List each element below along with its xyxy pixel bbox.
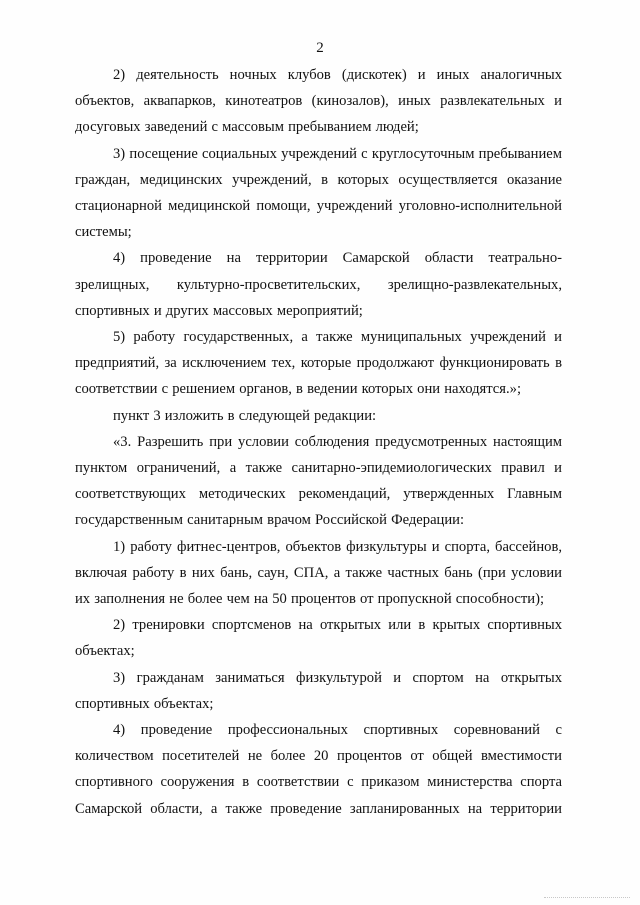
page-number: 2	[316, 40, 324, 56]
scan-edge-artifact	[544, 897, 630, 899]
paragraph-item-3-social-institutions: 3) посещение социальных учреждений с круглосуточным пребыванием граждан, медицинских учреждений, в которых осуществляется оказание стационарной медицинской помощи, учреждений уголовно-исполнительной системы;	[75, 145, 562, 241]
paragraph-item-4-competitions: 4) проведение профессиональных спортивных соревнований с количеством посетителей не более 20 процентов от общей вместимости спортивного сооружения в соответствии с приказом министерства спорта Самарской области, а также проведение запланированных на территории	[75, 722, 562, 817]
paragraph-point-3-permit: «3. Разрешить при условии соблюдения предусмотренных настоящим пунктом ограничений, а также санитарно-эпидемиологических правил и соответствующих методических рекомендаций, утвержденных Главным государственным санитарным врачом Российской Федерации:	[75, 433, 562, 529]
paragraph-item-2-training: 2) тренировки спортсменов на открытых или в крытых спортивных объектах;	[75, 617, 562, 660]
paragraph-item-4-mass-events: 4) проведение на территории Самарской области театрально-зрелищных, культурно-просветительских, зрелищно-развлекательных, спортивных и других массовых мероприятий;	[75, 250, 562, 319]
paragraph-item-2-nightclubs: 2) деятельность ночных клубов (дискотек) и иных аналогичных объектов, аквапарков, кинотеатров (кинозалов), иных развлекательных и досуговых заведений с массовым пребыванием людей;	[75, 67, 562, 136]
document-body	[75, 62, 562, 822]
paragraph-item-1-fitness: 1) работу фитнес-центров, объектов физкультуры и спорта, бассейнов, включая работу в них бань, саун, СПА, а также частных бань (при условии их заполнения не более чем на 50 процентов от пропускной способности);	[75, 538, 562, 608]
paragraph-item-3-outdoor-sport: 3) гражданам заниматься физкультурой и спортом на открытых спортивных объектах;	[75, 669, 562, 712]
paragraph-item-5-institutions-work: 5) работу государственных, а также муниципальных учреждений и предприятий, за исключением тех, которые продолжают функционировать в соответствии с решением органов, в ведении которых они находятся.»;	[75, 329, 562, 398]
paragraph-amendment-intro: пункт 3 изложить в следующей редакции:	[113, 407, 377, 424]
